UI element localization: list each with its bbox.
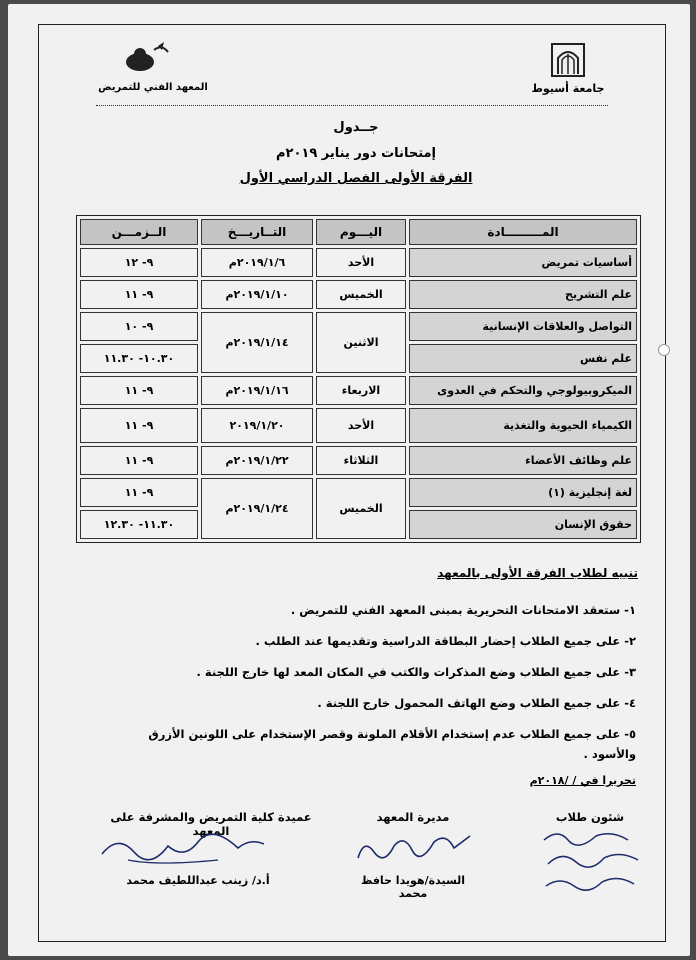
date-written: تحريرا في / /٢٠١٨م: [529, 774, 636, 787]
subject-cell: علم وظائف الأعضاء: [409, 446, 637, 475]
date-cell: ٢٠١٩/١/١٦م: [201, 376, 313, 405]
notice-title: تنبيه لطلاب الفرقة الأولى بالمعهد: [437, 566, 638, 580]
exam-term-title: إمتحانات دور يناير ٢٠١٩م: [275, 146, 437, 161]
notice-item: ١- ستعقد الامتحانات التحريرية بمبنى المعهد الفني للتمريض .: [290, 603, 636, 617]
time-cell: ٩- ١١: [80, 280, 198, 309]
day-cell: الاربعاء: [316, 376, 406, 405]
table-row: [80, 248, 637, 277]
date-cell: ٢٠١٩/١/١٠م: [201, 280, 313, 309]
notice-item: ٣- على جميع الطلاب وضع المذكرات والكتب في المكان المعد لها خارج اللجنة .: [196, 665, 636, 679]
dean-signature: [98, 830, 268, 870]
student-affairs-title: شئون طلاب: [555, 810, 625, 824]
dean-name: أ.د/ زينب عبداللطيف محمد: [126, 874, 270, 887]
subject-cell: علم نفس: [409, 344, 637, 373]
day-cell: الثلاثاء: [316, 446, 406, 475]
table-row: [80, 478, 637, 507]
date-cell: ٢٠١٩/١/٢٢م: [201, 446, 313, 475]
table-row: [80, 408, 637, 443]
table-header-row: [80, 219, 637, 245]
subject-cell: حقوق الإنسان: [409, 510, 637, 539]
subject-cell: لغة إنجليزية (١): [409, 478, 637, 507]
time-cell: ٩- ١٢: [80, 248, 198, 277]
document-page: [8, 4, 690, 956]
notice-item: ٥- على جميع الطلاب عدم إستخدام الأقلام الملونة وقصر الإستخدام على اللونين الأزرق والأسود .: [148, 727, 636, 761]
time-cell: ٩- ١١: [80, 376, 198, 405]
time-cell: ٩- ١١: [80, 408, 198, 443]
time-cell: ١٠.٣٠- ١١.٣٠: [80, 344, 198, 373]
date-cell: ٢٠١٩/١/٢٤م: [201, 478, 313, 539]
institute-name: المعهد الفني للتمريض: [98, 82, 208, 93]
nursing-institute-logo: [118, 40, 172, 76]
time-cell: ٩- ١١: [80, 446, 198, 475]
year-semester-title: الفرقة الأولى الفصل الدراسي الأول: [239, 171, 473, 186]
student-affairs-signatures: [538, 826, 648, 898]
header-subject: المـــــــــادة: [409, 219, 637, 245]
day-cell: الخميس: [316, 478, 406, 539]
director-name: السيدة/هويدا حافظ محمد: [360, 874, 466, 900]
header-divider: [96, 105, 608, 106]
subject-cell: التواصل والعلاقات الإنسانية: [409, 312, 637, 341]
table-row: [80, 280, 637, 309]
notice-list: [108, 600, 636, 761]
dean-title: عميدة كلية التمريض والمشرفة على المعهد: [110, 810, 312, 838]
header-time: الــزمـــن: [80, 219, 198, 245]
day-cell: الاثنين: [316, 312, 406, 373]
table-row: [80, 446, 637, 475]
header-date: التــاريـــخ: [201, 219, 313, 245]
assiut-university-logo: [548, 40, 588, 80]
notice-item: ٤- على جميع الطلاب وضع الهاتف المحمول خارج اللجنة .: [317, 696, 636, 710]
university-name: جامعة أسيوط: [531, 82, 605, 95]
subject-cell: الميكروبيولوجي والتحكم في العدوى: [409, 376, 637, 405]
table-row: [80, 312, 637, 341]
exam-schedule-table: [76, 215, 641, 543]
subject-cell: أساسيات تمريض: [409, 248, 637, 277]
table-row: [80, 376, 637, 405]
director-title: مديرة المعهد: [376, 810, 450, 824]
doc-title: جــدول: [333, 120, 379, 135]
punch-hole: [658, 344, 670, 356]
date-cell: ٢٠١٩/١/٦م: [201, 248, 313, 277]
day-cell: الخميس: [316, 280, 406, 309]
director-signature: [354, 828, 474, 868]
day-cell: الأحد: [316, 408, 406, 443]
day-cell: الأحد: [316, 248, 406, 277]
subject-cell: علم التشريح: [409, 280, 637, 309]
time-cell: ١١.٣٠- ١٢.٣٠: [80, 510, 198, 539]
date-cell: ٢٠١٩/١/١٤م: [201, 312, 313, 373]
date-cell: ٢٠١٩/١/٢٠: [201, 408, 313, 443]
time-cell: ٩- ١١: [80, 478, 198, 507]
notice-item: ٢- على جميع الطلاب إحضار البطاقة الدراسية وتقديمها عند الطلب .: [255, 634, 636, 648]
subject-cell: الكيمياء الحيوية والتغذية: [409, 408, 637, 443]
time-cell: ٩- ١٠: [80, 312, 198, 341]
header-day: اليـــوم: [316, 219, 406, 245]
